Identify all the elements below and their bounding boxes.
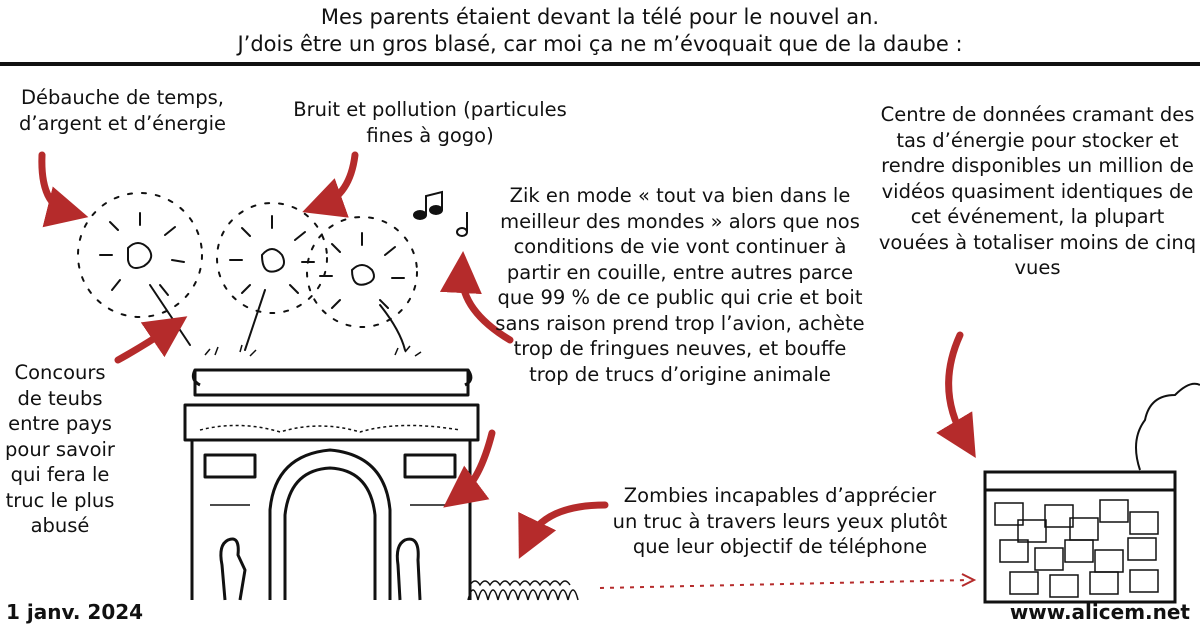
- arrow-centre: [949, 335, 965, 440]
- header-line-1: Mes parents étaient devant la télé pour le nouvel an.: [320, 5, 880, 29]
- arrow-debauche: [42, 155, 68, 212]
- caption-zombies: Zombies incapables d’apprécier un truc à travers leurs yeux plutôt que leur objectif de téléphone: [612, 484, 948, 558]
- caption-debauche: Débauche de temps, d’argent et d’énergie: [18, 86, 227, 135]
- arrow-bruit: [322, 155, 355, 205]
- footer-website: www.alicem.net: [1009, 600, 1190, 624]
- caption-concours: Concours de teubs entre pays pour savoir qui fera le truc le plus abusé: [5, 361, 115, 537]
- firework-1: [78, 193, 202, 345]
- footer-date: 1 janv. 2024: [6, 600, 144, 624]
- crowd: [468, 581, 578, 600]
- caption-bruit: Bruit et pollution (particules fines à gogo): [293, 98, 567, 147]
- firework-2: [217, 203, 327, 350]
- arc-de-triomphe: [185, 370, 478, 600]
- data-center: [985, 384, 1200, 602]
- fireworks: [78, 193, 417, 350]
- rockets-base: [205, 345, 421, 356]
- caption-centre-de-donnees: Centre de données cramant des tas d’énergie pour stocker et rendre disponibles un million de vidéos quasiment identiques de cet événement, la plupart vouées à totaliser moins de cinq vues: [878, 103, 1197, 279]
- caption-zik: Zik en mode « tout va bien dans le meilleur des mondes » alors que nos conditions de vie vont continuer à partir en couille, entre autres parce que 99 % de ce public qui crie et boit sans raison prend trop l’avion, achète trop de fringues neuves, et bouffe trop de trucs d’origine animale: [495, 184, 865, 386]
- music-notes-icon: [414, 192, 467, 236]
- dotted-arrow: [600, 580, 970, 588]
- arrow-zombies-1: [460, 433, 492, 495]
- arrow-concours: [118, 328, 170, 360]
- header-line-2: J’dois être un gros blasé, car moi ça ne m’évoquait que de la daube :: [237, 32, 963, 56]
- arrow-zombies-2: [528, 505, 605, 540]
